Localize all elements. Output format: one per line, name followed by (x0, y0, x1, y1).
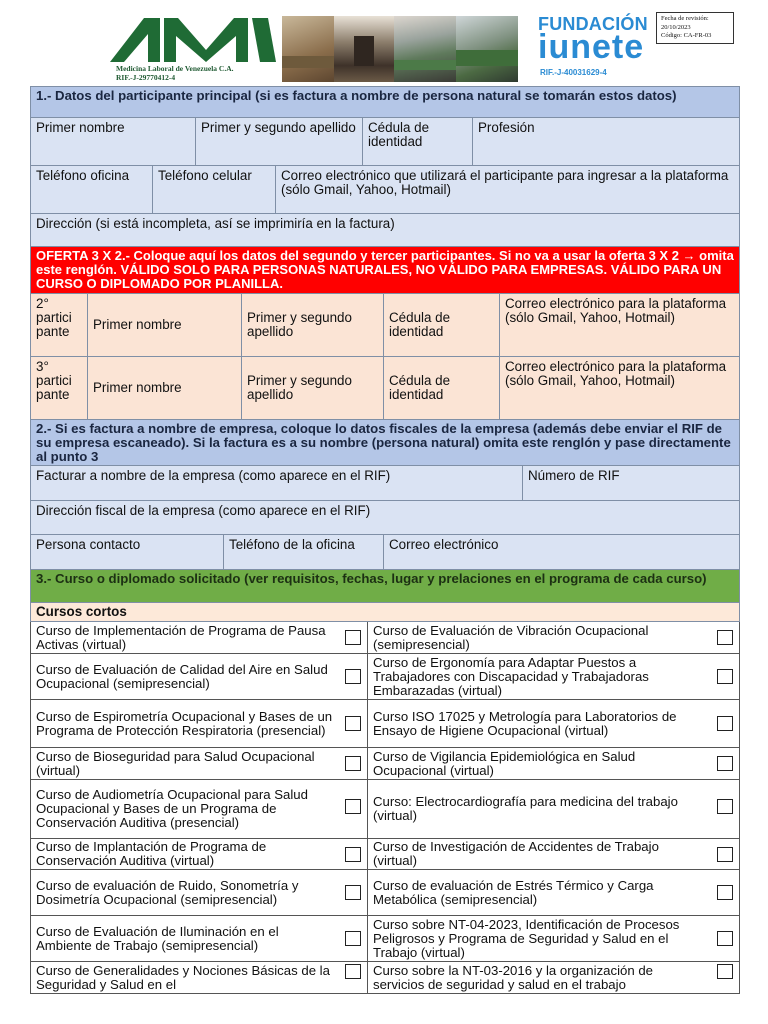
third-participant-label-text: 3° partici pante (36, 359, 72, 402)
course-row (30, 916, 740, 962)
offer-text: OFERTA 3 X 2.- Coloque aquí los datos del segundo y tercer participantes. Si no va a usar la oferta 3 X 2 → omita este renglón. VÁLIDO SOLO PARA PERSONAS NATURALES, NO VÁLIDO PARA EMPRESAS. VÁLIDO PARA UN CURSO O DIPLOMADO POR PLANILLA. (36, 248, 734, 291)
third-participant-label (31, 357, 88, 419)
course-row (30, 700, 740, 748)
id-card-field[interactable] (363, 118, 473, 165)
rif-number-field[interactable] (523, 466, 739, 500)
course-label: Curso de Implantación de Programa de Conservación Auditiva (virtual) (36, 839, 267, 868)
course-label: Curso de evaluación de Ruido, Sonometría y Dosimetría Ocupacional (semipresencial) (36, 877, 299, 907)
course-list (30, 622, 740, 994)
cell-phone-field[interactable] (153, 166, 276, 213)
course-label: Curso de Generalidades y Nociones Básicas de la Seguridad y Salud en el (36, 962, 330, 992)
course-label: Curso de Evaluación de Iluminación en el Ambiente de Trabajo (semipresencial) (36, 923, 279, 953)
second-participant-label (31, 294, 88, 356)
course-row (30, 780, 740, 839)
course-row (30, 870, 740, 916)
foundation-title: FUNDACIÓN (538, 14, 648, 34)
mlv-logo-mark-icon (108, 14, 278, 64)
course-row (30, 748, 740, 780)
first-name-field[interactable] (31, 118, 196, 165)
course-label: Curso de Vigilancia Epidemiológica en Salud Ocupacional (virtual) (373, 748, 636, 778)
third-participant-row (30, 357, 740, 420)
participant-row-1 (30, 118, 740, 166)
course-label: Curso: Electrocardiografía para medicina del trabajo (virtual) (373, 794, 678, 823)
second-first-name-field[interactable] (88, 294, 242, 356)
company-email-label: Correo electrónico (389, 537, 499, 552)
course-checkbox[interactable] (717, 630, 733, 645)
email-label: Correo electrónico que utilizará el participante para ingresar a la plataforma (sólo Gmail, Yahoo, Hotmail) (281, 168, 729, 197)
course-label: Curso sobre NT-04-2023, Identificación de Procesos Peligrosos y Programa de Seguridad y Salud en el Trabajo (virtual) (373, 916, 680, 960)
company-phone-label: Teléfono de la oficina (229, 537, 355, 552)
address-field[interactable] (31, 214, 739, 246)
course-checkbox[interactable] (345, 964, 361, 979)
short-courses-label: Cursos cortos (36, 604, 127, 619)
second-email-label: Correo electrónico para la plataforma (sólo Gmail, Yahoo, Hotmail) (505, 296, 727, 325)
course-label: Curso de Bioseguridad para Salud Ocupacional (virtual) (36, 748, 315, 778)
course-checkbox[interactable] (717, 716, 733, 731)
foundation-logo-text: iunete (538, 28, 645, 66)
photo-strip-4 (456, 16, 518, 82)
company-row-1 (30, 466, 740, 501)
third-first-name-field[interactable] (88, 357, 242, 419)
course-checkbox[interactable] (345, 716, 361, 731)
section2-title-text: 2.- Si es factura a nombre de empresa, coloque lo datos fiscales de la empresa (además debe enviar el RIF de su empresa escaneado). Si la factura es a su nombre (persona natural) omita este renglón y pase directamente al punto 3 (36, 421, 731, 464)
course-row (30, 654, 740, 700)
profession-field[interactable] (473, 118, 739, 165)
address-label: Dirección (si está incompleta, así se imprimiría en la factura) (36, 216, 395, 231)
second-first-name-label: Primer nombre (93, 317, 182, 332)
page-header (0, 0, 768, 86)
course-checkbox[interactable] (717, 756, 733, 771)
second-id-card-label: Cédula de identidad (389, 310, 451, 339)
course-label: Curso de evaluación de Estrés Térmico y Carga Metabólica (semipresencial) (373, 877, 654, 907)
revision-date: 20/10/2023 (661, 23, 691, 31)
email-field[interactable] (276, 166, 739, 213)
company-name-field[interactable] (31, 466, 523, 500)
second-surnames-label: Primer y segundo apellido (247, 310, 352, 339)
cell-phone-label: Teléfono celular (158, 168, 252, 183)
course-label: Curso de Espirometría Ocupacional y Bases de un Programa de Protección Respiratoria (presencial) (36, 708, 333, 738)
second-id-card-field[interactable] (384, 294, 500, 356)
participant-row-2 (30, 166, 740, 214)
third-surnames-label: Primer y segundo apellido (247, 373, 352, 402)
course-checkbox[interactable] (717, 669, 733, 684)
third-id-card-field[interactable] (384, 357, 500, 419)
course-label: Curso de Audiometría Ocupacional para Salud Ocupacional y Bases de un Programa de Conservación Auditiva (presencial) (36, 787, 308, 830)
surnames-field[interactable] (196, 118, 363, 165)
short-courses-header (30, 603, 740, 622)
course-row (30, 622, 740, 654)
course-checkbox[interactable] (717, 799, 733, 814)
surnames-label: Primer y segundo apellido (201, 120, 356, 135)
course-label: Curso de Ergonomía para Adaptar Puestos a Trabajadores con Discapacidad y Trabajadoras Embarazadas (virtual) (373, 654, 649, 698)
section3-title (30, 570, 740, 603)
medicina-laboral-logo (108, 14, 278, 84)
second-email-field[interactable] (500, 294, 739, 356)
office-phone-field[interactable] (31, 166, 153, 213)
id-card-label: Cédula de identidad (368, 120, 430, 149)
foundation-rif: RIF.-J-40031629-4 (540, 68, 607, 77)
course-label: Curso ISO 17025 y Metrología para Laboratorios de Ensayo de Higiene Ocupacional (virtual) (373, 708, 677, 738)
course-label: Curso de Investigación de Accidentes de Trabajo (virtual) (373, 839, 659, 868)
fiscal-address-label: Dirección fiscal de la empresa (como aparece en el RIF) (36, 503, 371, 518)
third-surnames-field[interactable] (242, 357, 384, 419)
registration-form (30, 86, 740, 994)
course-checkbox[interactable] (717, 931, 733, 946)
course-checkbox[interactable] (345, 669, 361, 684)
company-name-label: Facturar a nombre de la empresa (como aparece en el RIF) (36, 468, 391, 483)
course-checkbox[interactable] (717, 847, 733, 862)
course-label: Curso de Evaluación de Vibración Ocupacional (semipresencial) (373, 622, 649, 652)
photo-strip-3 (394, 16, 456, 82)
third-email-field[interactable] (500, 357, 739, 419)
third-first-name-label: Primer nombre (93, 380, 182, 395)
course-checkbox[interactable] (717, 885, 733, 900)
rif-number-label: Número de RIF (528, 468, 620, 483)
fiscal-address-field[interactable] (31, 501, 739, 534)
company-row-2 (30, 501, 740, 535)
section3-title-text: 3.- Curso o diplomado solicitado (ver requisitos, fechas, lugar y prelaciones en el programa de cada curso) (36, 571, 707, 586)
participant-row-3 (30, 214, 740, 247)
second-participant-row (30, 294, 740, 357)
contact-person-field[interactable] (31, 535, 224, 569)
course-checkbox[interactable] (345, 885, 361, 900)
revision-label: Fecha de revisión: (661, 15, 709, 22)
second-surnames-field[interactable] (242, 294, 384, 356)
second-participant-label-text: 2° partici pante (36, 296, 72, 339)
company-phone-field[interactable] (224, 535, 384, 569)
office-phone-label: Teléfono oficina (36, 168, 130, 183)
course-label: Curso de Evaluación de Calidad del Aire en Salud Ocupacional (semipresencial) (36, 661, 328, 691)
third-email-label: Correo electrónico para la plataforma (sólo Gmail, Yahoo, Hotmail) (505, 359, 727, 388)
org-name: Medicina Laboral de Venezuela C.A. (116, 64, 234, 73)
profession-label: Profesión (478, 120, 535, 135)
photo-strip-1 (282, 16, 334, 82)
course-row (30, 839, 740, 870)
revision-box (656, 12, 734, 44)
company-row-3 (30, 535, 740, 570)
course-label: Curso de Implementación de Programa de Pausa Activas (virtual) (36, 622, 326, 652)
section2-title (30, 420, 740, 466)
course-checkbox[interactable] (345, 756, 361, 771)
course-row (30, 962, 740, 994)
form-code: Código: CA-FR-03 (661, 32, 712, 39)
course-checkbox[interactable] (717, 964, 733, 979)
course-checkbox[interactable] (345, 799, 361, 814)
course-checkbox[interactable] (345, 931, 361, 946)
contact-person-label: Persona contacto (36, 537, 141, 552)
course-checkbox[interactable] (345, 847, 361, 862)
section1-title (30, 86, 740, 118)
first-name-label: Primer nombre (36, 120, 125, 135)
offer-banner (30, 247, 740, 294)
photo-strip-2 (334, 16, 394, 82)
section1-title-text: 1.- Datos del participante principal (si es factura a nombre de persona natural se tomarán estos datos) (36, 88, 677, 103)
company-email-field[interactable] (384, 535, 739, 569)
course-checkbox[interactable] (345, 630, 361, 645)
course-label: Curso sobre la NT-03-2016 y la organización de servicios de seguridad y salud en el trabajo (373, 962, 654, 992)
third-id-card-label: Cédula de identidad (389, 373, 451, 402)
org-rif: RIF.-J-29770412-4 (116, 73, 176, 82)
